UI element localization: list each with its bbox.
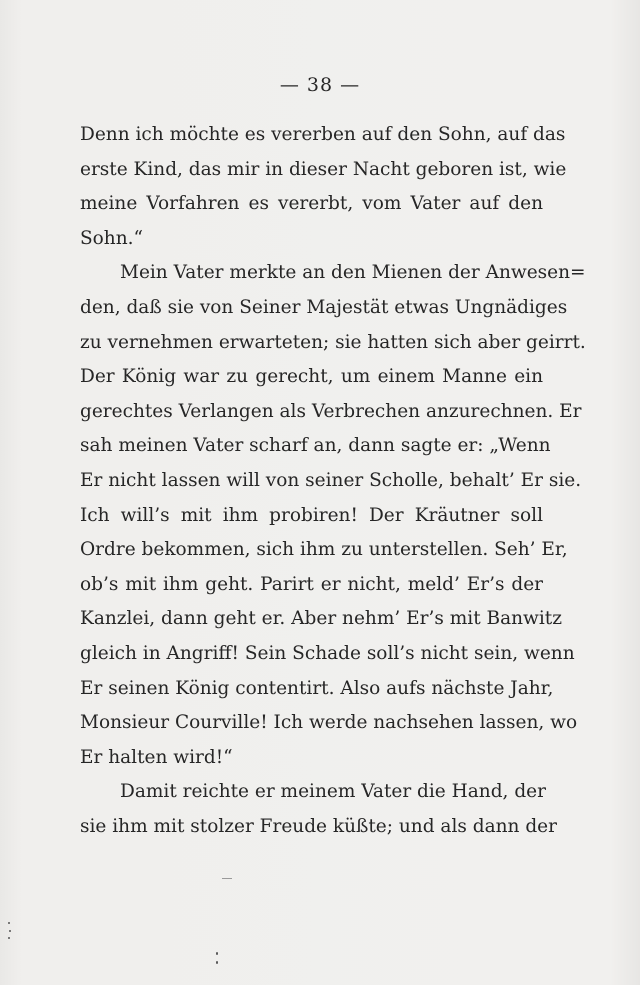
text-line: erste Kind, das mir in dieser Nacht geboren ist, wie (80, 158, 567, 180)
text-line: Er halten wird!“ (80, 746, 233, 768)
text-line: ob’s mit ihm geht. Parirt er nicht, meld’ Er’s der (80, 573, 543, 595)
page-number: — 38 — (279, 74, 361, 96)
body-text (80, 118, 586, 844)
text-line: Ordre bekommen, sich ihm zu unterstellen. Seh’ Er, (80, 539, 568, 561)
text-line: zu vernehmen erwarteten; sie hatten sich aber geirrt. (80, 331, 586, 353)
print-speck (216, 961, 218, 964)
text-line: Denn ich möchte es vererben auf den Sohn, auf das (80, 124, 566, 145)
text-line: Er seinen König contentirt. Also aufs nächste Jahr, (80, 677, 554, 699)
text-line: Sohn.“ (80, 227, 143, 249)
text-line: Damit reichte er meinem Vater die Hand, der (120, 781, 546, 803)
print-mark (222, 878, 232, 879)
text-line: Mein Vater merkte an den Mienen der Anwesen= (120, 262, 586, 284)
text-line: gerechtes Verlangen als Verbrechen anzurechnen. Er (80, 400, 582, 422)
print-speck (9, 930, 11, 932)
text-line: Er nicht lassen will von seiner Scholle, behalt’ Er sie. (80, 469, 582, 491)
text-line: sie ihm mit stolzer Freude küßte; und als dann der (80, 815, 557, 837)
print-speck (8, 922, 10, 924)
text-line: den, daß sie von Seiner Majestät etwas Ungnädiges (80, 296, 568, 318)
text-line: meine Vorfahren es vererbt, vom Vater auf den (80, 193, 543, 215)
print-speck (8, 937, 10, 939)
text-line: Ich will’s mit ihm probiren! Der Kräutner soll (80, 504, 543, 526)
text-line: Der König war zu gerecht, um einem Manne ein (80, 366, 543, 388)
print-speck (216, 952, 218, 955)
text-line: Monsieur Courville! Ich werde nachsehen lassen, wo (80, 712, 578, 734)
text-line: sah meinen Vater scharf an, dann sagte er: „Wenn (80, 435, 551, 457)
text-line: Kanzlei, dann geht er. Aber nehm’ Er’s mit Banwitz (80, 608, 562, 630)
text-line: gleich in Angriff! Sein Schade soll’s nicht sein, wenn (80, 642, 575, 664)
